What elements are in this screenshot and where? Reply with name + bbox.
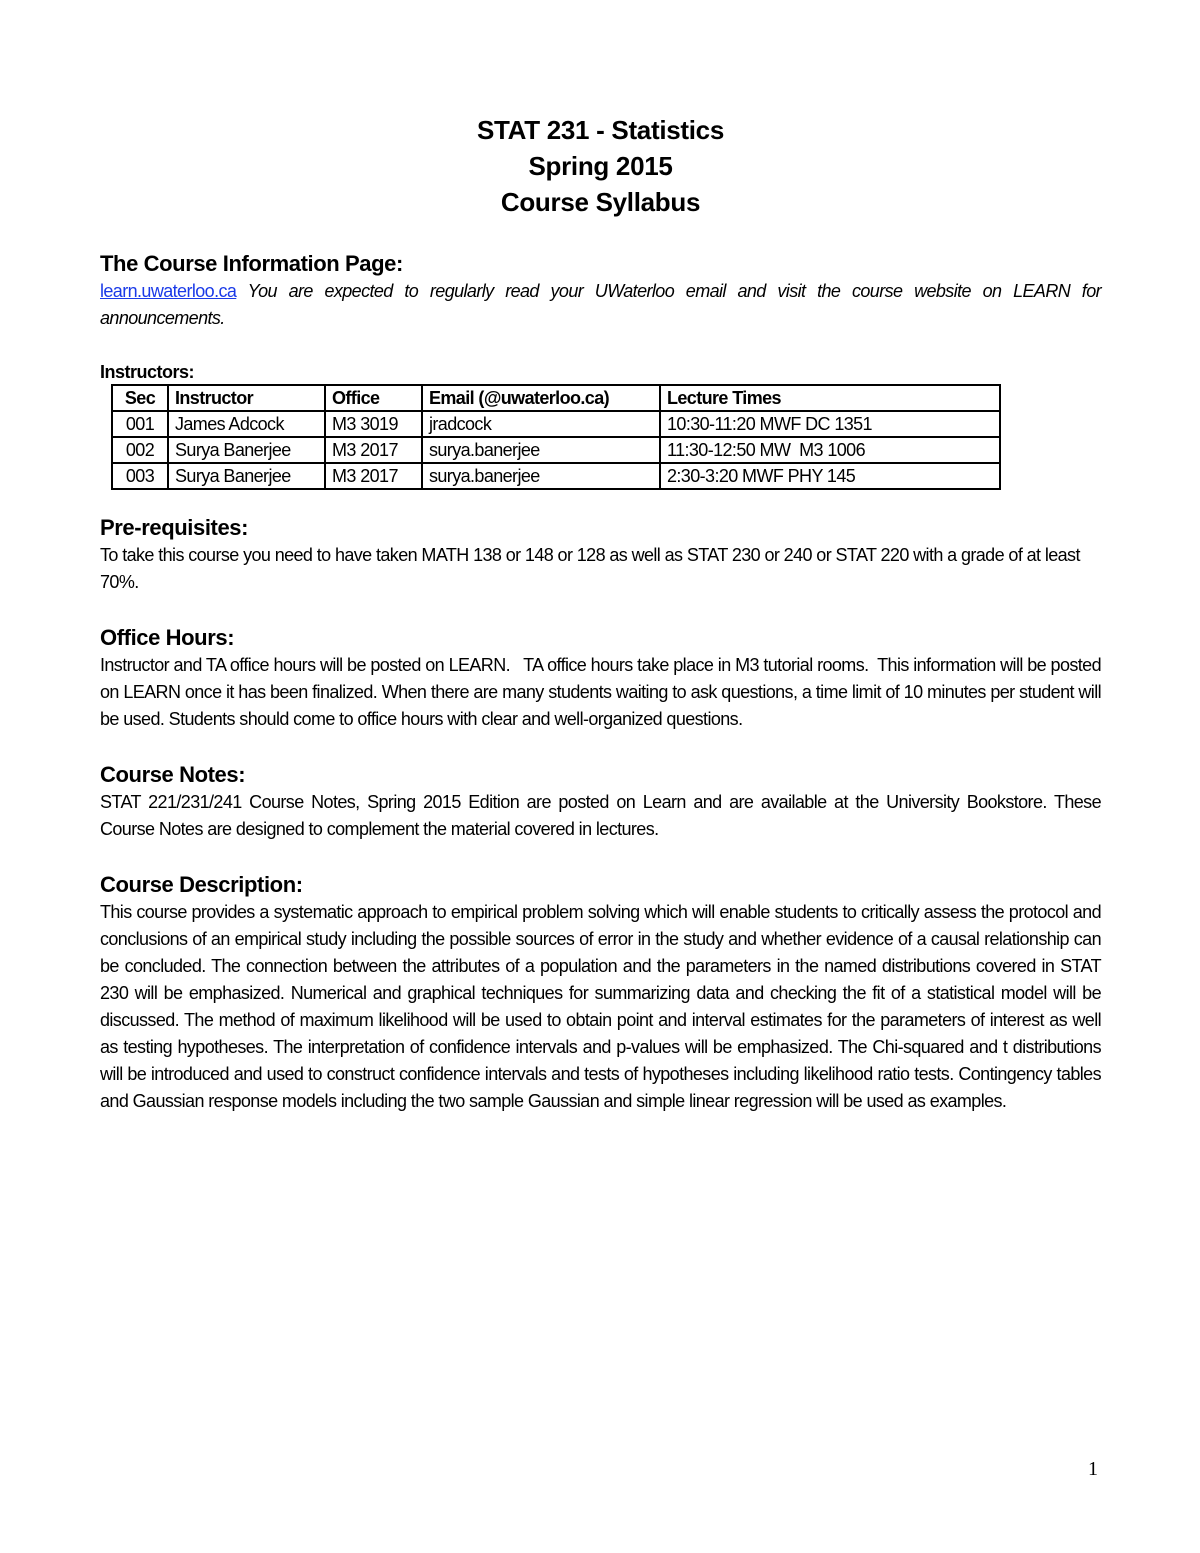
office-hours-text: Instructor and TA office hours will be posted on LEARN. TA office hours take place in M3 tutorial rooms. This information will be posted on LEARN once it has been finalized. When there are many students waiting to ask questions, a time limit of 10 minutes per student will be used. Students should come to office hours with clear and well-organized questions. — [100, 655, 1106, 729]
cell-email: jradcock — [422, 411, 660, 437]
table-row — [112, 437, 1000, 463]
table-header-row — [112, 385, 1000, 411]
course-description-section — [100, 871, 1101, 1115]
cell-instructor: Surya Banerjee — [168, 437, 325, 463]
table-row — [112, 411, 1000, 437]
column-header-instructor: Instructor — [168, 385, 325, 411]
page-number: 1 — [1088, 1458, 1098, 1480]
cell-sec: 001 — [112, 411, 168, 437]
learn-link[interactable]: learn.uwaterloo.ca — [100, 281, 237, 301]
term-title: Spring 2015 — [528, 151, 673, 181]
course-info-body: You are expected to regularly read your UWaterloo email and visit the course website on LEARN for announcements. — [100, 281, 1101, 328]
syllabus-title: Course Syllabus — [500, 187, 701, 217]
office-hours-section — [100, 624, 1106, 733]
course-info-heading: The Course Information Page: — [100, 251, 403, 276]
course-description-heading: Course Description: — [100, 872, 303, 897]
cell-office: M3 2017 — [325, 437, 422, 463]
office-hours-heading: Office Hours: — [100, 625, 235, 650]
title-block — [100, 112, 1101, 220]
cell-email: surya.banerjee — [422, 437, 660, 463]
table-row — [112, 463, 1000, 489]
cell-office: M3 3019 — [325, 411, 422, 437]
instructors-section — [100, 360, 1101, 490]
course-info-section — [100, 250, 1101, 332]
cell-instructor: Surya Banerjee — [168, 463, 325, 489]
prereqs-section — [100, 514, 1101, 596]
cell-sec: 002 — [112, 437, 168, 463]
cell-lecture-times: 10:30-11:20 MWF DC 1351 — [660, 411, 1000, 437]
prereqs-text: To take this course you need to have taken MATH 138 or 148 or 128 as well as STAT 230 or 240 or STAT 220 with a grade of at least 70%. — [100, 545, 1080, 592]
cell-office: M3 2017 — [325, 463, 422, 489]
cell-sec: 003 — [112, 463, 168, 489]
column-header-sec: Sec — [112, 385, 168, 411]
course-notes-section — [100, 761, 1101, 843]
course-notes-text: STAT 221/231/241 Course Notes, Spring 2015 Edition are posted on Learn and are available at the University Bookstore. These Course Notes are designed to complement the material covered in lectures. — [100, 792, 1101, 839]
course-title: STAT 231 - Statistics — [476, 115, 725, 145]
cell-lecture-times: 11:30-12:50 MW M3 1006 — [660, 437, 1000, 463]
cell-lecture-times: 2:30-3:20 MWF PHY 145 — [660, 463, 1000, 489]
column-header-email: Email (@uwaterloo.ca) — [422, 385, 660, 411]
column-header-lecture-times: Lecture Times — [660, 385, 1000, 411]
syllabus-page — [100, 112, 1106, 1143]
course-description-text: This course provides a systematic approach to empirical problem solving which will enable students to critically assess the protocol and conclusions of an empirical study including the possible sources of error in the study and whether evidence of a causal relationship can be concluded. The connection between the attributes of a population and the parameters in the named distributions covered in STAT 230 will be emphasized. Numerical and graphical techniques for summarizing data and checking the fit of a statistical model will be discussed. The method of maximum likelihood will be used to obtain point and interval estimates for the parameters of interest as well as testing hypotheses. The interpretation of confidence intervals and p-values will be emphasized. The Chi-squared and t distributions will be introduced and used to construct confidence intervals and tests of hypotheses including likelihood ratio tests. Contingency tables and Gaussian response models including the two sample Gaussian and simple linear regression will be used as examples. — [100, 902, 1101, 1111]
instructors-table — [111, 384, 1001, 490]
course-info-text — [100, 278, 1101, 332]
cell-email: surya.banerjee — [422, 463, 660, 489]
instructors-heading: Instructors: — [100, 362, 195, 382]
course-notes-heading: Course Notes: — [100, 762, 246, 787]
column-header-office: Office — [325, 385, 422, 411]
cell-instructor: James Adcock — [168, 411, 325, 437]
prereqs-heading: Pre-requisites: — [100, 515, 249, 540]
